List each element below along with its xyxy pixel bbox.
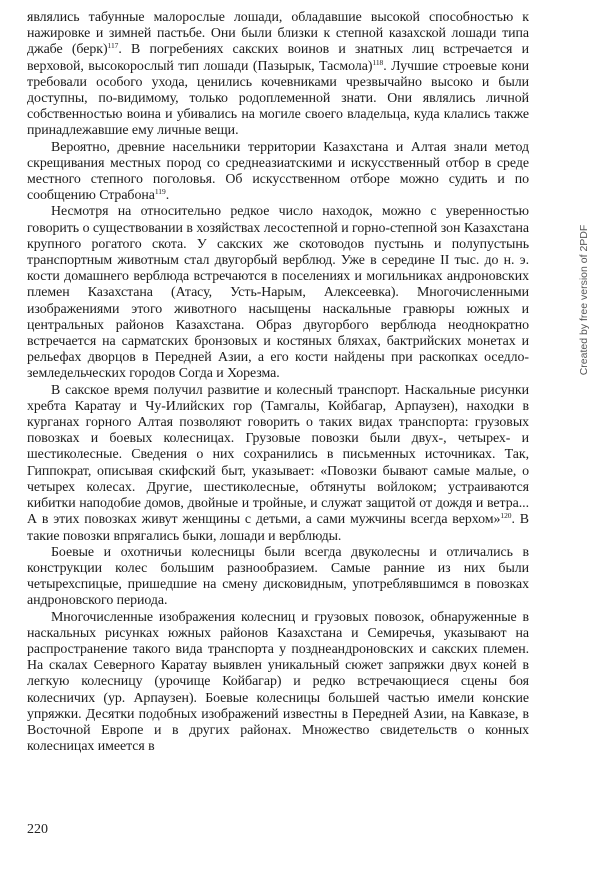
page-text [27,10,529,755]
footnote-120: 120 [500,511,512,521]
text-segment: являлись табунные малорослые лошади, обладавшие высокой способностью к нажировке и зимней пастьбе. Они были близки к степной казахской лошади типа джабе (берк) [27,10,529,58]
paragraph-1 [27,10,529,140]
watermark-text: Created by free version of 2PDF [578,224,590,376]
footnote-118: 118 [372,57,384,67]
paragraph-6 [27,610,529,756]
text-segment: . [165,188,170,204]
text-segment: Многочисленные изображения колесниц и грузовых повозок, обнаруженные в наскальных рисунках южных районов Казахстана и Семиречья, указывают на распространение такого вида транспорта у позднеандроновских и сакских племен. На скалах Северного Каратау выявлен уникальный сюжет запряжки двух коней в легкую колесницу (урочище Койбагар) и редко встречающиеся сцены боя колесничих (ур. Арпаузен). Боевые колесницы большей частью имели конские упряжки. Десятки подобных изображений известны в Передней Азии, на Кавказе, в Восточной Европе и в других районах. Множество свидетельств о конных колесницах имеется в [27,609,529,755]
text-segment: Несмотря на относительно редкое число находок, можно с уверенностью говорить о существовании в хозяйствах лесостепной и горно-степной зон Казахстана крупного рогатого скота. У сакских же скотоводов пустынь и полупустынь транспортным животным стал двугорбый верблюд. Уже в середине II тыс. до н. э. кости домашнего верблюда встречаются в поселениях и могильниках андроновских племен Казахстана (Атасу, Усть-Нарым, Алексеевка). Многочисленными изображениями этого животного насыщены наскальные гравюры южных и центральных районов Казахстана. Образ двугорбого верблюда неоднократно встречается на сарматских бронзовых и костяных бляхах, бактрийских монетах и рельефах дворцов в Передней Азии, а его кости найдены при раскопках оседло-земледельческих городов Согда и Хорезма. [27,204,529,382]
text-segment: . В погребениях сакских воинов и знатных лиц встречается и верховой, высокорослый тип лошади (Пазырык, Тасмола) [27,42,529,74]
text-segment: В сакское время получил развитие и колесный транспорт. Наскальные рисунки хребта Каратау и Чу-Илийских гор (Тамгалы, Койбагар, Арпаузен), находки в курганах горного Алтая позволяют говорить о таких видах транспорта: грузовых повозках и боевых колесницах. Грузовые повозки были двух-, четырех- и шестиколесные. Сведения о них сохранились в письменных источниках. Так, Гиппократ, описывая скифский быт, указывает: «Повозки бывают самые малые, о четырех колесах. Другие, шестиколесные, обтянуты войлоком; устраиваются кибитки наподобие домов, двойные и тройные, и служат защитой от дождя и ветра... А в этих повозках живут женщины с детьми, а сами мужчины всегда верхом» [27,382,529,528]
paragraph-3 [27,204,529,382]
paragraph-5 [27,545,529,610]
footnote-119: 119 [154,187,166,197]
footnote-117: 117 [107,41,119,51]
text-segment: Вероятно, древние насельники территории Казахстана и Алтая знали метод скрещивания местных пород со среднеазиатскими и искусственный отбор в среде местного степного поголовья. Об искусственном отборе можно судить и по сообщению Страбона [27,139,529,204]
paragraph-4 [27,383,529,545]
text-segment: . Лучшие строевые кони требовали особого ухода, ценились кочевниками чрезвычайно высоко и были доступны, по-видимому, только родоплеменной знати. Они являлись личной собственностью воина и убивались на могиле своего владельца, куда клались также принадлежавшие ему личные вещи. [27,58,529,139]
text-segment: Боевые и охотничьи колесницы были всегда двуколесны и отличались в конструкции колес большим разнообразием. Самые ранние из них были четырехспицые, пришедшие на смену дисковидным, употреблявшимся в повозках андроновского периода. [27,544,529,609]
text-segment: . В такие повозки впрягались быки, лошади и верблюды. [27,512,530,544]
page-number: 220 [27,822,48,837]
paragraph-2 [27,140,529,205]
